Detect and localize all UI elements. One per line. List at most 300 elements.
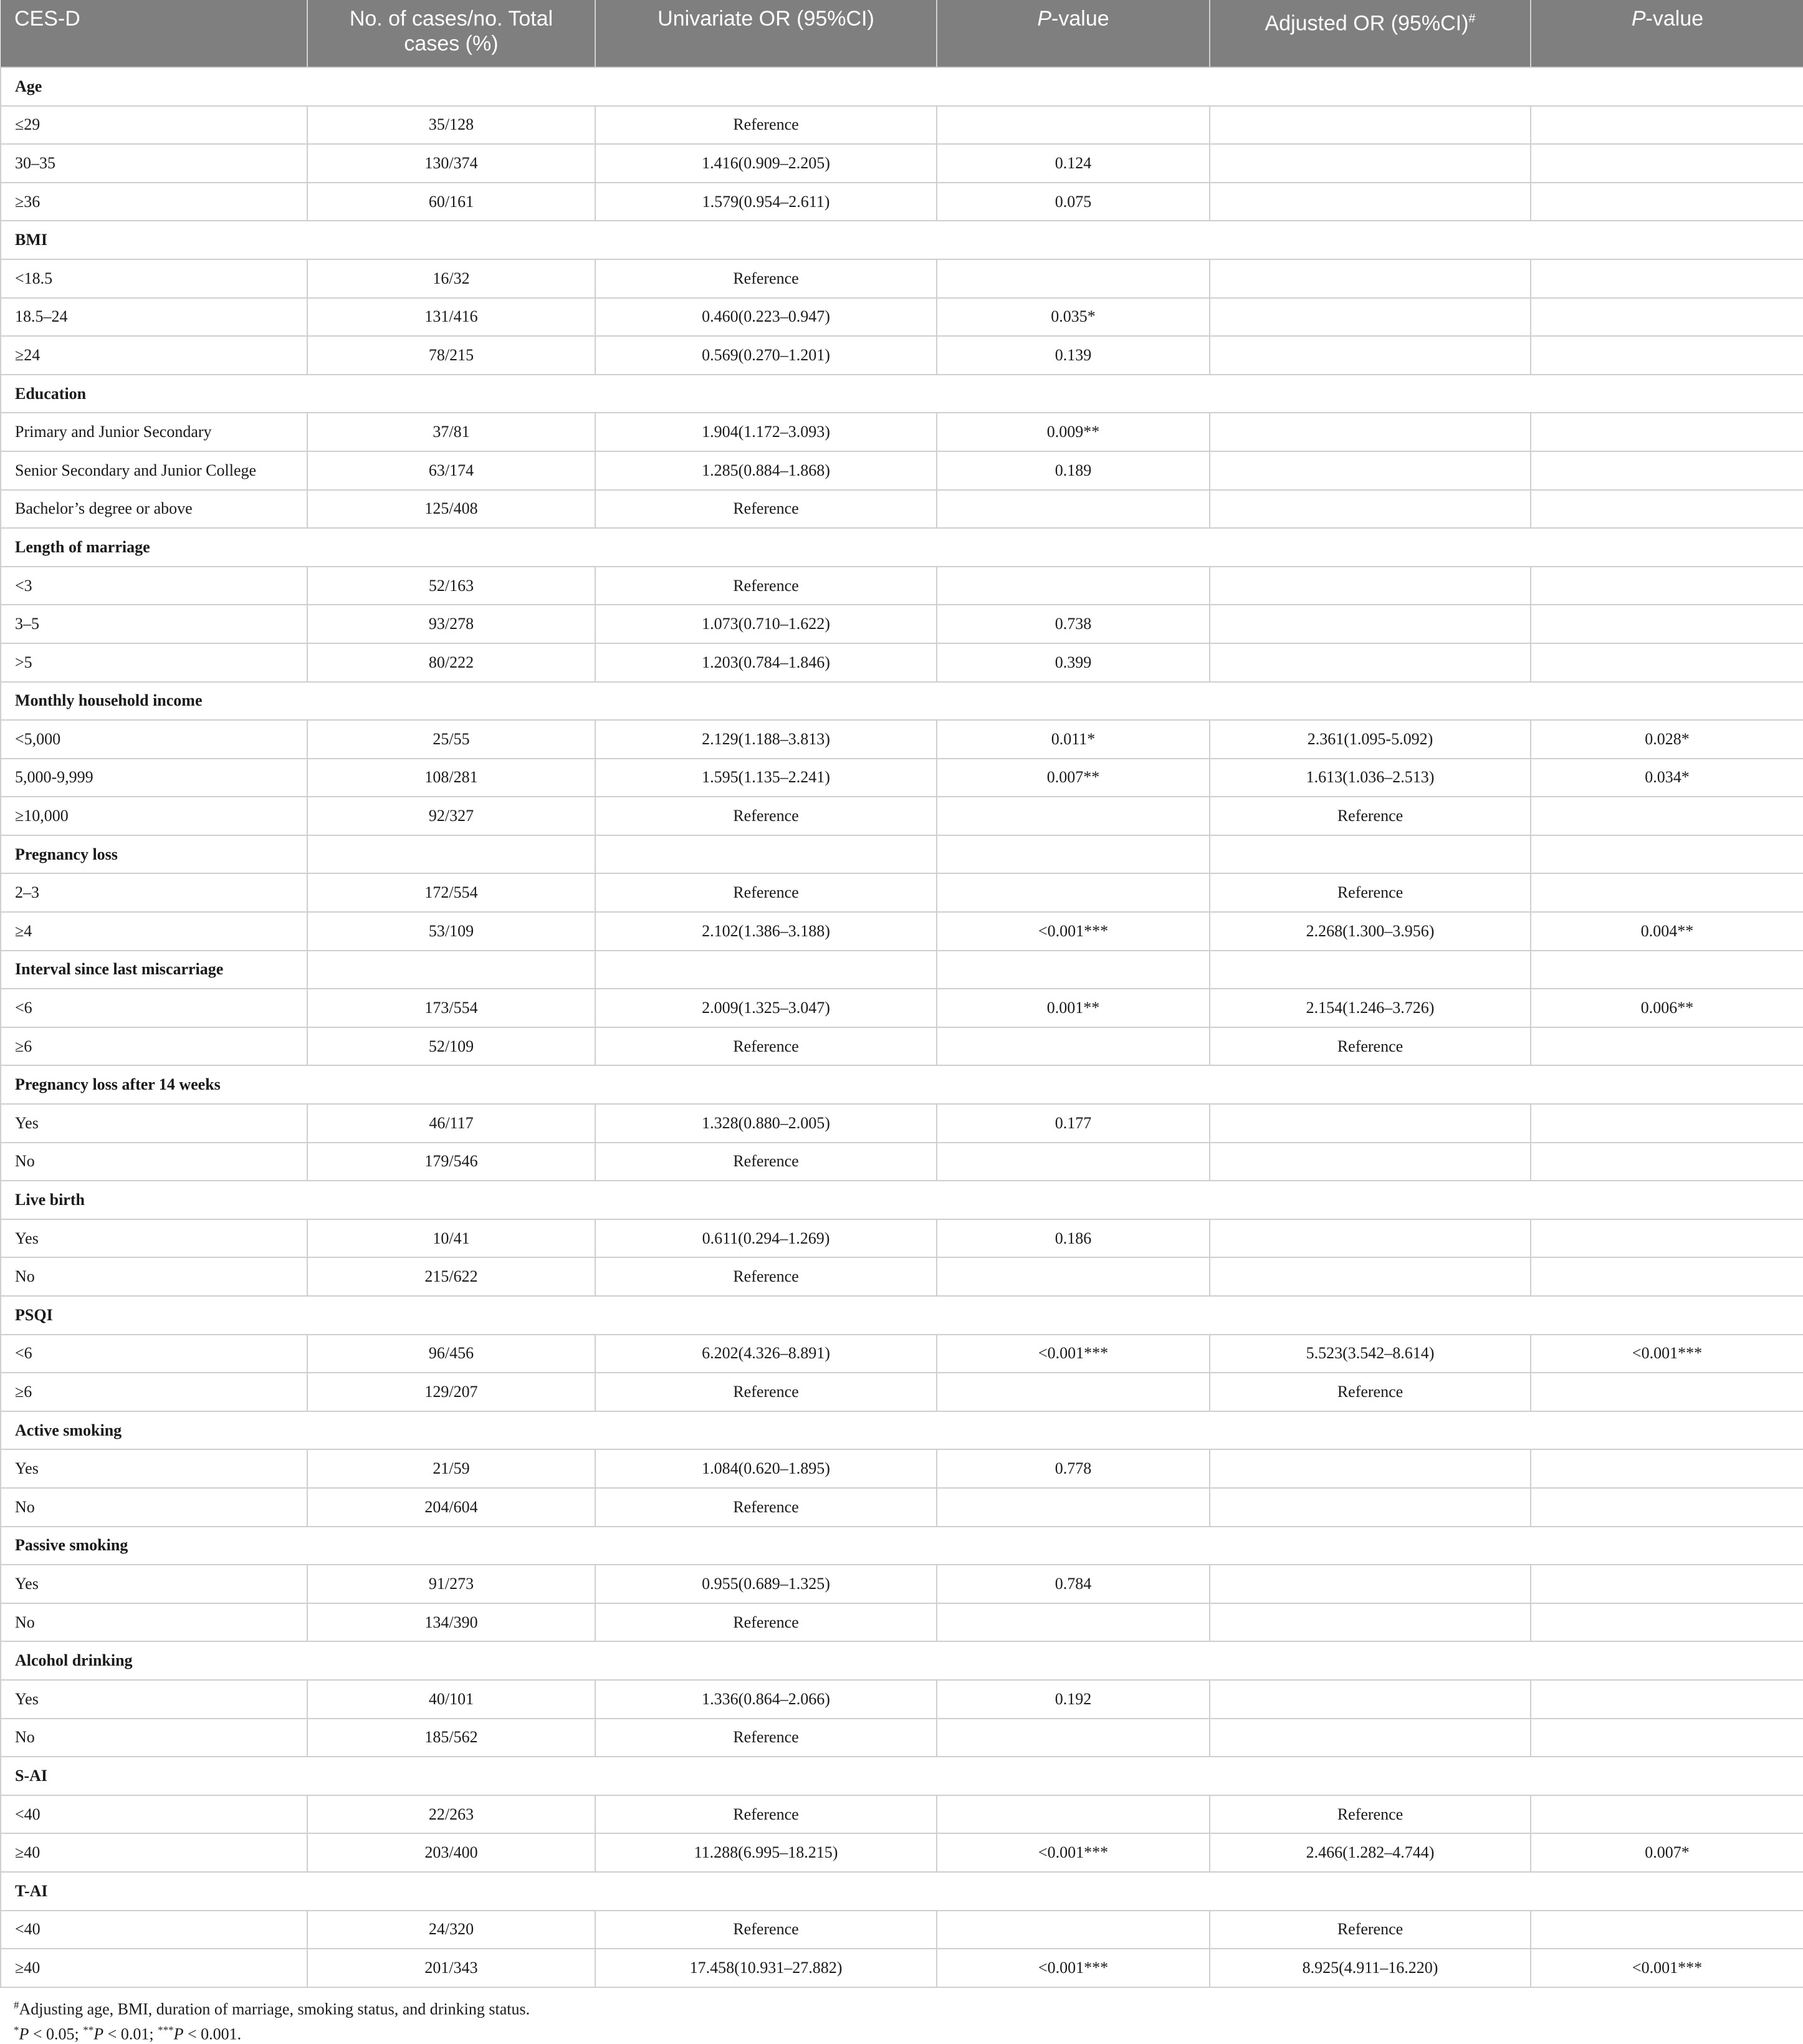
table-row — [1, 759, 1803, 797]
adjusted-p-cell: 0.006** — [1531, 989, 1803, 1027]
row-label: ≥6 — [1, 1373, 307, 1411]
univariate-p-cell — [937, 106, 1210, 145]
adjusted-p-cell — [1531, 1219, 1803, 1258]
univariate-p-cell: 0.001** — [937, 989, 1210, 1027]
adjusted-p-cell — [1531, 336, 1803, 375]
univariate-or-cell: Reference — [595, 490, 937, 529]
adjusted-p-cell — [1531, 605, 1803, 643]
adjusted-or-cell — [1210, 490, 1531, 529]
cases-cell: 52/109 — [307, 1027, 595, 1066]
empty-cell — [1210, 835, 1531, 874]
row-label: Senior Secondary and Junior College — [1, 451, 307, 490]
adjusted-p-cell: 0.004** — [1531, 912, 1803, 951]
adjusted-p-cell — [1531, 1719, 1803, 1757]
univariate-p-cell: 0.011* — [937, 720, 1210, 759]
footnotes — [14, 1995, 530, 2044]
row-label: <3 — [1, 567, 307, 605]
adjusted-or-cell — [1210, 298, 1531, 337]
univariate-or-cell: 0.569(0.270–1.201) — [595, 336, 937, 375]
univariate-or-cell: Reference — [595, 106, 937, 145]
cases-cell: 52/163 — [307, 567, 595, 605]
univariate-or-cell: 1.084(0.620–1.895) — [595, 1449, 937, 1488]
univariate-or-cell: Reference — [595, 1719, 937, 1757]
group-label: Pregnancy loss — [1, 835, 307, 874]
row-label: <6 — [1, 1335, 307, 1373]
row-label: No — [1, 1257, 307, 1296]
univariate-p-cell: 0.139 — [937, 336, 1210, 375]
row-label: 18.5–24 — [1, 298, 307, 337]
empty-cell — [307, 835, 595, 874]
table-row — [1, 567, 1803, 605]
univariate-or-cell: Reference — [595, 1027, 937, 1066]
univariate-p-cell: 0.007** — [937, 759, 1210, 797]
adjusted-p-cell — [1531, 1911, 1803, 1949]
empty-cell — [1531, 835, 1803, 874]
univariate-or-cell: Reference — [595, 567, 937, 605]
group-row — [1, 1181, 1803, 1219]
univariate-or-cell: Reference — [595, 1143, 937, 1181]
cases-cell: 129/207 — [307, 1373, 595, 1411]
univariate-p-cell: <0.001*** — [937, 912, 1210, 951]
adjusted-or-cell: 2.268(1.300–3.956) — [1210, 912, 1531, 951]
cases-cell: 60/161 — [307, 183, 595, 221]
univariate-or-cell: 1.073(0.710–1.622) — [595, 605, 937, 643]
adjusted-or-cell — [1210, 1449, 1531, 1488]
cases-cell: 46/117 — [307, 1104, 595, 1143]
table-row — [1, 605, 1803, 643]
univariate-p-cell: 0.177 — [937, 1104, 1210, 1143]
row-label: 2–3 — [1, 873, 307, 912]
univariate-or-cell: Reference — [595, 1911, 937, 1949]
adjusted-or-cell — [1210, 1104, 1531, 1143]
univariate-p-cell — [937, 1603, 1210, 1642]
adjusted-p-cell — [1531, 1795, 1803, 1834]
group-label: Active smoking — [1, 1411, 1803, 1450]
univariate-p-cell: 0.186 — [937, 1219, 1210, 1258]
univariate-or-cell: 0.460(0.223–0.947) — [595, 298, 937, 337]
adjusted-p-cell: 0.007* — [1531, 1833, 1803, 1872]
adjusted-or-cell — [1210, 643, 1531, 682]
univariate-or-cell: Reference — [595, 259, 937, 298]
footnote-p: P — [173, 2025, 184, 2043]
univariate-p-cell — [937, 259, 1210, 298]
footnote-text: < 0.001. — [183, 2025, 242, 2043]
header-adjusted-text: Adjusted OR (95%CI) — [1265, 11, 1469, 36]
univariate-p-cell — [937, 873, 1210, 912]
cases-cell: 78/215 — [307, 336, 595, 375]
univariate-p-cell — [937, 1143, 1210, 1181]
univariate-or-cell: 1.328(0.880–2.005) — [595, 1104, 937, 1143]
group-row — [1, 1872, 1803, 1911]
footnote-hash: # — [14, 1999, 19, 2011]
adjusted-p-cell — [1531, 1373, 1803, 1411]
row-label: ≥4 — [1, 912, 307, 951]
adjusted-p-cell — [1531, 1104, 1803, 1143]
univariate-p-cell: 0.784 — [937, 1565, 1210, 1603]
adjusted-or-cell: 5.523(3.542–8.614) — [1210, 1335, 1531, 1373]
cases-cell: 96/456 — [307, 1335, 595, 1373]
header-ces-d: CES-D — [1, 0, 307, 67]
cases-cell: 185/562 — [307, 1719, 595, 1757]
row-label: No — [1, 1603, 307, 1642]
cases-cell: 40/101 — [307, 1680, 595, 1719]
adjusted-p-cell — [1531, 451, 1803, 490]
group-label: Live birth — [1, 1181, 1803, 1219]
adjusted-or-cell: Reference — [1210, 1911, 1531, 1949]
adjusted-or-cell: Reference — [1210, 873, 1531, 912]
table-row — [1, 1911, 1803, 1949]
cases-cell: 204/604 — [307, 1488, 595, 1527]
adjusted-p-cell — [1531, 259, 1803, 298]
table-row — [1, 413, 1803, 451]
adjusted-p-cell — [1531, 413, 1803, 451]
univariate-or-cell: 1.579(0.954–2.611) — [595, 183, 937, 221]
cases-cell: 16/32 — [307, 259, 595, 298]
cases-cell: 22/263 — [307, 1795, 595, 1834]
univariate-p-cell — [937, 567, 1210, 605]
cases-cell: 93/278 — [307, 605, 595, 643]
table-row — [1, 1565, 1803, 1603]
footnote-p: P — [93, 2025, 104, 2043]
table-row — [1, 1219, 1803, 1258]
univariate-p-cell — [937, 1488, 1210, 1527]
group-label: Pregnancy loss after 14 weeks — [1, 1065, 1803, 1104]
table-row — [1, 336, 1803, 375]
header-adjusted-sup: # — [1468, 12, 1476, 26]
univariate-p-cell: 0.035* — [937, 298, 1210, 337]
group-row — [1, 1065, 1803, 1104]
adjusted-p-cell — [1531, 144, 1803, 183]
univariate-p-cell — [937, 490, 1210, 529]
row-label: ≥24 — [1, 336, 307, 375]
cases-cell: 21/59 — [307, 1449, 595, 1488]
univariate-p-cell — [937, 1911, 1210, 1949]
row-label: 3–5 — [1, 605, 307, 643]
adjusted-or-cell — [1210, 1488, 1531, 1527]
header-adjusted-p — [1531, 0, 1803, 67]
adjusted-p-cell — [1531, 873, 1803, 912]
row-label: ≥40 — [1, 1949, 307, 1987]
univariate-or-cell: Reference — [595, 797, 937, 835]
cases-cell: 25/55 — [307, 720, 595, 759]
adjusted-p-cell — [1531, 1680, 1803, 1719]
header-cases: No. of cases/no. Total cases (%) — [307, 0, 595, 67]
cases-cell: 173/554 — [307, 989, 595, 1027]
row-label: Yes — [1, 1219, 307, 1258]
cases-cell: 131/416 — [307, 298, 595, 337]
univariate-or-cell: Reference — [595, 1795, 937, 1834]
table-row — [1, 451, 1803, 490]
footnote-mark: * — [14, 2023, 19, 2036]
univariate-p-cell: 0.778 — [937, 1449, 1210, 1488]
univariate-p-cell — [937, 1027, 1210, 1066]
header-p-rest: -value — [1051, 7, 1109, 31]
cases-cell: 53/109 — [307, 912, 595, 951]
table-row — [1, 797, 1803, 835]
group-label: Alcohol drinking — [1, 1641, 1803, 1680]
table-row — [1, 259, 1803, 298]
row-label: Yes — [1, 1104, 307, 1143]
univariate-p-cell — [937, 797, 1210, 835]
adjusted-or-cell — [1210, 183, 1531, 221]
cases-cell: 130/374 — [307, 144, 595, 183]
table-row — [1, 1949, 1803, 1987]
cases-cell: 125/408 — [307, 490, 595, 529]
table-row — [1, 1104, 1803, 1143]
cases-cell: 203/400 — [307, 1833, 595, 1872]
cases-cell: 91/273 — [307, 1565, 595, 1603]
adjusted-or-cell — [1210, 1603, 1531, 1642]
univariate-p-cell: 0.192 — [937, 1680, 1210, 1719]
adjusted-p-cell: <0.001*** — [1531, 1335, 1803, 1373]
table-row — [1, 643, 1803, 682]
group-row — [1, 682, 1803, 721]
univariate-p-cell: <0.001*** — [937, 1335, 1210, 1373]
table-row — [1, 1795, 1803, 1834]
adjusted-or-cell — [1210, 336, 1531, 375]
cases-cell: 215/622 — [307, 1257, 595, 1296]
adjusted-p-cell: <0.001*** — [1531, 1949, 1803, 1987]
row-label: ≥36 — [1, 183, 307, 221]
row-label: Yes — [1, 1680, 307, 1719]
univariate-or-cell: 0.955(0.689–1.325) — [595, 1565, 937, 1603]
footnote-text: < 0.01; — [103, 2025, 158, 2043]
table-body — [1, 67, 1803, 1987]
adjusted-p-cell — [1531, 1488, 1803, 1527]
adjusted-or-cell: Reference — [1210, 1795, 1531, 1834]
row-label: No — [1, 1488, 307, 1527]
row-label: <18.5 — [1, 259, 307, 298]
header-univariate-p — [937, 0, 1210, 67]
table-row — [1, 1680, 1803, 1719]
adjusted-or-cell — [1210, 144, 1531, 183]
univariate-or-cell: 17.458(10.931–27.882) — [595, 1949, 937, 1987]
footnote-significance — [14, 2020, 530, 2044]
adjusted-or-cell: 2.154(1.246–3.726) — [1210, 989, 1531, 1027]
cases-cell: 179/546 — [307, 1143, 595, 1181]
table-row — [1, 1603, 1803, 1642]
group-row — [1, 1411, 1803, 1450]
adjusted-or-cell: Reference — [1210, 1027, 1531, 1066]
adjusted-or-cell: 2.361(1.095-5.092) — [1210, 720, 1531, 759]
adjusted-p-cell — [1531, 567, 1803, 605]
row-label: <5,000 — [1, 720, 307, 759]
table-row — [1, 1373, 1803, 1411]
table-row — [1, 1257, 1803, 1296]
table-row — [1, 1488, 1803, 1527]
group-row — [1, 1757, 1803, 1795]
row-label: Yes — [1, 1565, 307, 1603]
adjusted-or-cell — [1210, 451, 1531, 490]
footnote-text: < 0.05; — [29, 2025, 84, 2043]
group-label: Education — [1, 375, 1803, 413]
table-row — [1, 912, 1803, 951]
footnote-p: P — [19, 2025, 29, 2043]
group-label: PSQI — [1, 1296, 1803, 1335]
adjusted-p-cell — [1531, 298, 1803, 337]
univariate-p-cell: <0.001*** — [937, 1833, 1210, 1872]
univariate-or-cell: Reference — [595, 1603, 937, 1642]
row-label: <6 — [1, 989, 307, 1027]
adjusted-p-cell — [1531, 1565, 1803, 1603]
footnote-adjustment — [14, 1995, 530, 2020]
univariate-p-cell: 0.399 — [937, 643, 1210, 682]
group-row — [1, 528, 1803, 567]
empty-cell — [307, 951, 595, 989]
row-label: 30–35 — [1, 144, 307, 183]
group-row — [1, 375, 1803, 413]
empty-cell — [595, 951, 937, 989]
univariate-or-cell: Reference — [595, 873, 937, 912]
header-univariate-or: Univariate OR (95%CI) — [595, 0, 937, 67]
univariate-or-cell: Reference — [595, 1373, 937, 1411]
univariate-or-cell: 1.416(0.909–2.205) — [595, 144, 937, 183]
empty-cell — [1531, 951, 1803, 989]
univariate-p-cell: 0.189 — [937, 451, 1210, 490]
group-row — [1, 1641, 1803, 1680]
group-label: Age — [1, 67, 1803, 106]
adjusted-or-cell — [1210, 1565, 1531, 1603]
table-row — [1, 873, 1803, 912]
row-label: <40 — [1, 1795, 307, 1834]
group-row — [1, 835, 1803, 874]
univariate-p-cell: 0.009** — [937, 413, 1210, 451]
table-row — [1, 298, 1803, 337]
adjusted-or-cell: Reference — [1210, 797, 1531, 835]
table-row — [1, 490, 1803, 529]
cases-cell: 92/327 — [307, 797, 595, 835]
table-row — [1, 1719, 1803, 1757]
adjusted-p-cell — [1531, 490, 1803, 529]
row-label: Primary and Junior Secondary — [1, 413, 307, 451]
table-row — [1, 1449, 1803, 1488]
adjusted-p-cell — [1531, 1257, 1803, 1296]
adjusted-p-cell — [1531, 183, 1803, 221]
univariate-p-cell: 0.124 — [937, 144, 1210, 183]
table-row — [1, 1833, 1803, 1872]
cases-cell: 24/320 — [307, 1911, 595, 1949]
row-label: ≥10,000 — [1, 797, 307, 835]
row-label: >5 — [1, 643, 307, 682]
footnote-mark: *** — [158, 2023, 174, 2036]
group-label: Passive smoking — [1, 1527, 1803, 1565]
row-label: <40 — [1, 1911, 307, 1949]
univariate-p-cell — [937, 1719, 1210, 1757]
header-row — [1, 0, 1803, 67]
table-row — [1, 1027, 1803, 1066]
group-label: Monthly household income — [1, 682, 1803, 721]
footnote-mark: ** — [83, 2023, 94, 2036]
group-label: BMI — [1, 221, 1803, 259]
adjusted-or-cell — [1210, 259, 1531, 298]
footnote-adjustment-text: Adjusting age, BMI, duration of marriage, smoking status, and drinking status. — [19, 2000, 530, 2018]
univariate-p-cell — [937, 1795, 1210, 1834]
adjusted-or-cell: 8.925(4.911–16.220) — [1210, 1949, 1531, 1987]
row-label: ≥40 — [1, 1833, 307, 1872]
univariate-p-cell: <0.001*** — [937, 1949, 1210, 1987]
adjusted-or-cell: 1.613(1.036–2.513) — [1210, 759, 1531, 797]
row-label: Yes — [1, 1449, 307, 1488]
adjusted-p-cell — [1531, 1143, 1803, 1181]
table-row — [1, 183, 1803, 221]
univariate-or-cell: 1.336(0.864–2.066) — [595, 1680, 937, 1719]
row-label: ≤29 — [1, 106, 307, 145]
univariate-or-cell: 1.595(1.135–2.241) — [595, 759, 937, 797]
cases-cell: 134/390 — [307, 1603, 595, 1642]
univariate-or-cell: 1.904(1.172–3.093) — [595, 413, 937, 451]
univariate-or-cell: 1.285(0.884–1.868) — [595, 451, 937, 490]
adjusted-or-cell: Reference — [1210, 1373, 1531, 1411]
univariate-or-cell: 0.611(0.294–1.269) — [595, 1219, 937, 1258]
header-adjusted-or — [1210, 0, 1531, 67]
adjusted-or-cell — [1210, 1143, 1531, 1181]
adjusted-or-cell — [1210, 567, 1531, 605]
group-label: T-AI — [1, 1872, 1803, 1911]
row-label: ≥6 — [1, 1027, 307, 1066]
adjusted-p-cell: 0.028* — [1531, 720, 1803, 759]
univariate-or-cell: 6.202(4.326–8.891) — [595, 1335, 937, 1373]
header-p-italic: P — [1037, 7, 1052, 31]
univariate-p-cell: 0.075 — [937, 183, 1210, 221]
group-label: Length of marriage — [1, 528, 1803, 567]
group-label: S-AI — [1, 1757, 1803, 1795]
adjusted-or-cell — [1210, 1257, 1531, 1296]
group-row — [1, 221, 1803, 259]
group-row — [1, 1527, 1803, 1565]
adjusted-p-cell: 0.034* — [1531, 759, 1803, 797]
adjusted-or-cell — [1210, 106, 1531, 145]
adjusted-p-cell — [1531, 643, 1803, 682]
univariate-or-cell: 2.129(1.188–3.813) — [595, 720, 937, 759]
adjusted-p-cell — [1531, 1449, 1803, 1488]
empty-cell — [937, 951, 1210, 989]
adjusted-p-cell — [1531, 106, 1803, 145]
group-row — [1, 951, 1803, 989]
cases-cell: 35/128 — [307, 106, 595, 145]
empty-cell — [1210, 951, 1531, 989]
group-label: Interval since last miscarriage — [1, 951, 307, 989]
adjusted-or-cell — [1210, 1680, 1531, 1719]
adjusted-p-cell — [1531, 1027, 1803, 1066]
row-label: No — [1, 1719, 307, 1757]
row-label: Bachelor’s degree or above — [1, 490, 307, 529]
row-label: No — [1, 1143, 307, 1181]
cases-cell: 80/222 — [307, 643, 595, 682]
univariate-p-cell: 0.738 — [937, 605, 1210, 643]
header-p2-italic: P — [1631, 7, 1646, 31]
group-row — [1, 1296, 1803, 1335]
univariate-p-cell — [937, 1373, 1210, 1411]
row-label: 5,000-9,999 — [1, 759, 307, 797]
cases-cell: 63/174 — [307, 451, 595, 490]
table-row — [1, 989, 1803, 1027]
table-row — [1, 1143, 1803, 1181]
table-row — [1, 1335, 1803, 1373]
adjusted-or-cell — [1210, 1719, 1531, 1757]
group-row — [1, 67, 1803, 106]
table-row — [1, 720, 1803, 759]
cases-cell: 172/554 — [307, 873, 595, 912]
univariate-or-cell: Reference — [595, 1488, 937, 1527]
univariate-or-cell: 11.288(6.995–18.215) — [595, 1833, 937, 1872]
cases-cell: 37/81 — [307, 413, 595, 451]
univariate-p-cell — [937, 1257, 1210, 1296]
header-p2-rest: -value — [1645, 7, 1704, 31]
univariate-or-cell: 1.203(0.784–1.846) — [595, 643, 937, 682]
adjusted-or-cell: 2.466(1.282–4.744) — [1210, 1833, 1531, 1872]
cases-cell: 108/281 — [307, 759, 595, 797]
empty-cell — [595, 835, 937, 874]
